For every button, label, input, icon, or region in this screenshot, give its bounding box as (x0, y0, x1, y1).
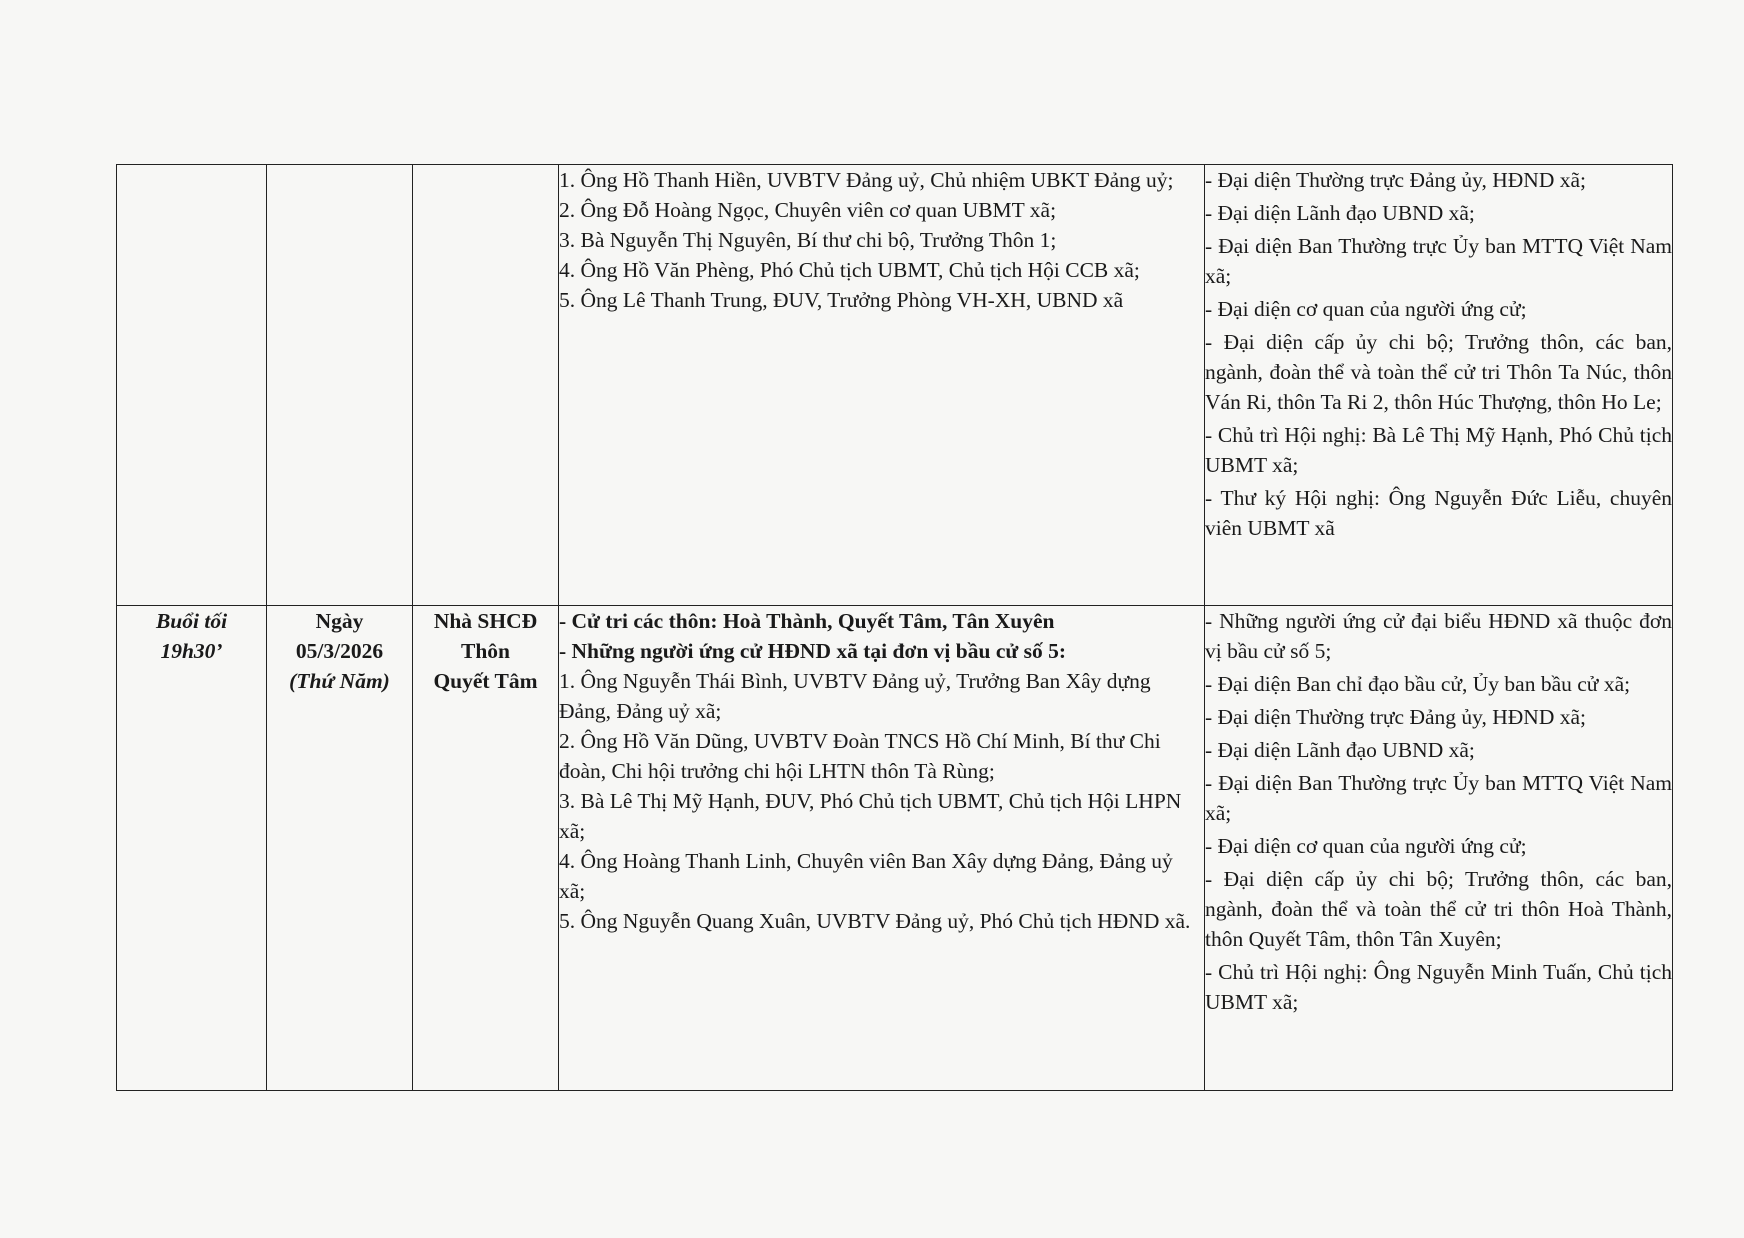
candidate-line: 3. Bà Nguyễn Thị Nguyên, Bí thư chi bộ, Trưởng Thôn 1; (559, 228, 1057, 252)
time-value: 19h30’ (160, 639, 223, 663)
attendees-cell (1205, 165, 1673, 606)
attendee-line: - Đại diện cơ quan của người ứng cử; (1205, 297, 1527, 321)
place-line: Quyết Tâm (433, 669, 538, 693)
attendee-line: - Đại diện cấp ủy chi bộ; Trưởng thôn, các ban, ngành, đoàn thể và toàn thể cử tri Thôn Ta Núc, thôn Ván Ri, thôn Ta Ri 2, thôn Húc Thượng, thôn Ho Le; (1205, 330, 1672, 414)
attendee-line: - Đại diện Ban chỉ đạo bầu cử, Ủy ban bầu cử xã; (1205, 672, 1631, 696)
attendee-line: - Đại diện Lãnh đạo UBND xã; (1205, 738, 1475, 762)
time-cell (117, 606, 267, 1091)
attendee-line: - Chủ trì Hội nghị: Bà Lê Thị Mỹ Hạnh, Phó Chủ tịch UBMT xã; (1205, 423, 1672, 477)
voters-heading: - Cử tri các thôn: Hoà Thành, Quyết Tâm, Tân Xuyên (559, 609, 1055, 633)
time-cell (117, 165, 267, 606)
candidate-line: 4. Ông Hồ Văn Phèng, Phó Chủ tịch UBMT, Chủ tịch Hội CCB xã; (559, 258, 1140, 282)
date-label: Ngày (315, 609, 364, 633)
table-row (117, 606, 1673, 1091)
attendee-line: - Đại diện Thường trực Đảng ủy, HĐND xã; (1205, 705, 1586, 729)
weekday: (Thứ Năm) (289, 669, 390, 693)
place-cell (413, 606, 559, 1091)
place-cell (413, 165, 559, 606)
attendees-cell (1205, 606, 1673, 1091)
candidate-line: 4. Ông Hoàng Thanh Linh, Chuyên viên Ban Xây dựng Đảng, Đảng uỷ xã; (559, 849, 1173, 903)
attendee-line: - Những người ứng cử đại biểu HĐND xã thuộc đơn vị bầu cử số 5; (1205, 609, 1672, 663)
attendee-line: - Thư ký Hội nghị: Ông Nguyễn Đức Liễu, chuyên viên UBMT xã (1205, 486, 1672, 540)
candidates-heading: - Những người ứng cử HĐND xã tại đơn vị bầu cử số 5: (559, 639, 1067, 663)
place-line: Thôn (460, 639, 510, 663)
attendee-line: - Đại diện cơ quan của người ứng cử; (1205, 834, 1527, 858)
candidate-line: 2. Ông Hồ Văn Dũng, UVBTV Đoàn TNCS Hồ Chí Minh, Bí thư Chi đoàn, Chi hội trưởng chi hội LHTN thôn Tà Rùng; (559, 729, 1161, 783)
date-cell (267, 606, 413, 1091)
table-row (117, 165, 1673, 606)
attendee-line: - Đại diện Lãnh đạo UBND xã; (1205, 201, 1475, 225)
attendee-line: - Chủ trì Hội nghị: Ông Nguyễn Minh Tuấn, Chủ tịch UBMT xã; (1205, 960, 1672, 1014)
candidates-cell (559, 606, 1205, 1091)
date-cell (267, 165, 413, 606)
candidates-cell (559, 165, 1205, 606)
date-value: 05/3/2026 (295, 639, 384, 663)
candidate-line: 3. Bà Lê Thị Mỹ Hạnh, ĐUV, Phó Chủ tịch UBMT, Chủ tịch Hội LHPN xã; (559, 789, 1182, 843)
candidate-line: 1. Ông Hồ Thanh Hiền, UVBTV Đảng uỷ, Chủ nhiệm UBKT Đảng uỷ; (559, 168, 1174, 192)
candidate-line: 2. Ông Đỗ Hoàng Ngọc, Chuyên viên cơ quan UBMT xã; (559, 198, 1057, 222)
attendee-line: - Đại diện Ban Thường trực Ủy ban MTTQ Việt Nam xã; (1205, 234, 1672, 288)
candidate-line: 5. Ông Nguyễn Quang Xuân, UVBTV Đảng uỷ, Phó Chủ tịch HĐND xã. (559, 909, 1191, 933)
candidate-line: 5. Ông Lê Thanh Trung, ĐUV, Trưởng Phòng VH-XH, UBND xã (559, 288, 1124, 312)
attendee-line: - Đại diện Thường trực Đảng ủy, HĐND xã; (1205, 168, 1586, 192)
attendee-line: - Đại diện Ban Thường trực Ủy ban MTTQ Việt Nam xã; (1205, 771, 1672, 825)
candidate-line: 1. Ông Nguyễn Thái Bình, UVBTV Đảng uỷ, Trưởng Ban Xây dựng Đảng, Đảng uỷ xã; (559, 669, 1151, 723)
time-label: Buổi tối (155, 609, 228, 633)
attendee-line: - Đại diện cấp ủy chi bộ; Trưởng thôn, các ban, ngành, đoàn thể và toàn thể cử tri thôn Hoà Thành, thôn Quyết Tâm, thôn Tân Xuyên; (1205, 867, 1672, 951)
schedule-table (116, 164, 1673, 1091)
place-line: Nhà SHCĐ (433, 609, 538, 633)
